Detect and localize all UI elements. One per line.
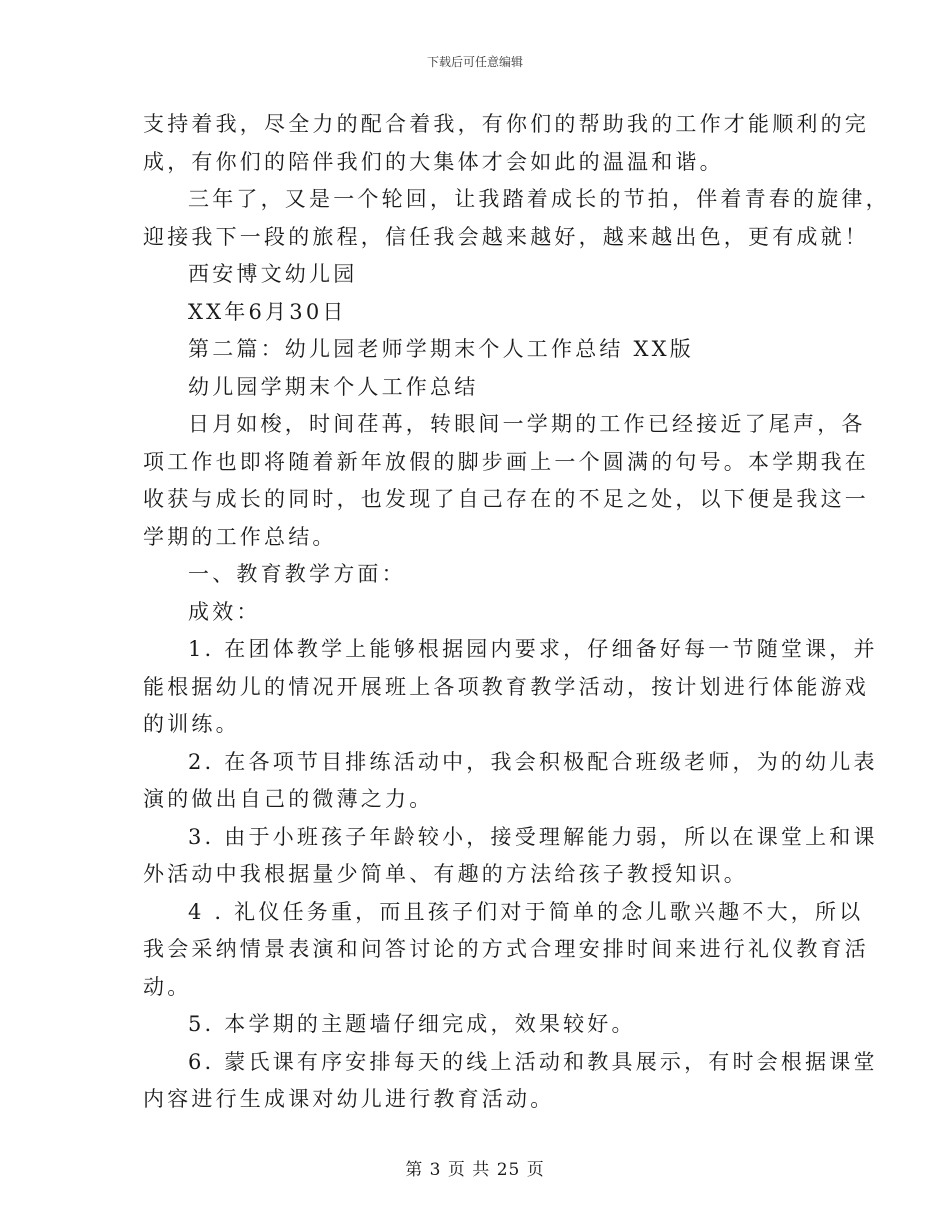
text-line: 支持着我，尽全力的配合着我，有你们的帮助我的工作才能顺利的完 <box>143 112 869 136</box>
text-line: 第二篇：幼儿园老师学期末个人工作总结 XX版 <box>188 337 694 361</box>
text-line: 成，有你们的陪伴我们的大集体才会如此的温温和谐。 <box>143 149 724 174</box>
text-line: 迎接我下一段的旅程，信任我会越来越好，越来越出色，更有成就！ <box>143 224 869 249</box>
text-line: 学期的工作总结。 <box>143 524 337 549</box>
text-line: 西安博文幼儿园 <box>188 262 358 286</box>
text-line: 3. 由于小班孩子年龄较小，接受理解能力弱，所以在课堂上和课 <box>188 824 878 849</box>
text-line: 日月如梭，时间荏苒，转眼间一学期的工作已经接近了尾声，各 <box>188 412 866 436</box>
text-line: 项工作也即将随着新年放假的脚步画上一个圆满的句号。本学期我在 <box>143 449 869 474</box>
text-line: 的训练。 <box>143 712 240 736</box>
text-line: 我会采纳情景表演和问答讨论的方式合理安排时间来进行礼仪教育活 <box>143 937 869 961</box>
text-line: 5. 本学期的主题墙仔细完成，效果较好。 <box>188 1012 636 1036</box>
text-line: 外活动中我根据量少简单、有趣的方法给孩子教授知识。 <box>143 862 748 886</box>
text-line: XX年6月30日 <box>188 299 347 324</box>
text-line: 一、教育教学方面： <box>188 562 406 586</box>
text-line: 6. 蒙氏课有序安排每天的线上活动和教具展示，有时会根据课堂 <box>188 1049 878 1074</box>
header-note: 下载后可任意编辑 <box>426 55 523 69</box>
text-line: 收获与成长的同时，也发现了自己存在的不足之处，以下便是我这一 <box>143 487 869 511</box>
page-number-footer: 第 3 页 共 25 页 <box>405 1160 545 1180</box>
text-line: 演的做出自己的微薄之力。 <box>143 787 434 811</box>
text-line: 1. 在团体教学上能够根据园内要求，仔细备好每一节随堂课，并 <box>188 637 878 661</box>
document-body <box>143 106 890 1119</box>
text-line: 2. 在各项节目排练活动中，我会积极配合班级老师，为的幼儿表 <box>188 749 878 774</box>
text-line: 动。 <box>143 974 192 999</box>
text-line: 幼儿园学期末个人工作总结 <box>188 374 479 399</box>
text-line: 能根据幼儿的情况开展班上各项教育教学活动，按计划进行体能游戏 <box>143 674 869 699</box>
text-line: 成效： <box>188 599 261 624</box>
text-line: 内容进行生成课对幼儿进行教育活动。 <box>143 1087 555 1111</box>
text-line: 三年了，又是一个轮回，让我踏着成长的节拍，伴着青春的旋律， <box>188 187 890 211</box>
text-line: 4 . 礼仪任务重，而且孩子们对于简单的念儿歌兴趣不大，所以 <box>188 899 864 924</box>
